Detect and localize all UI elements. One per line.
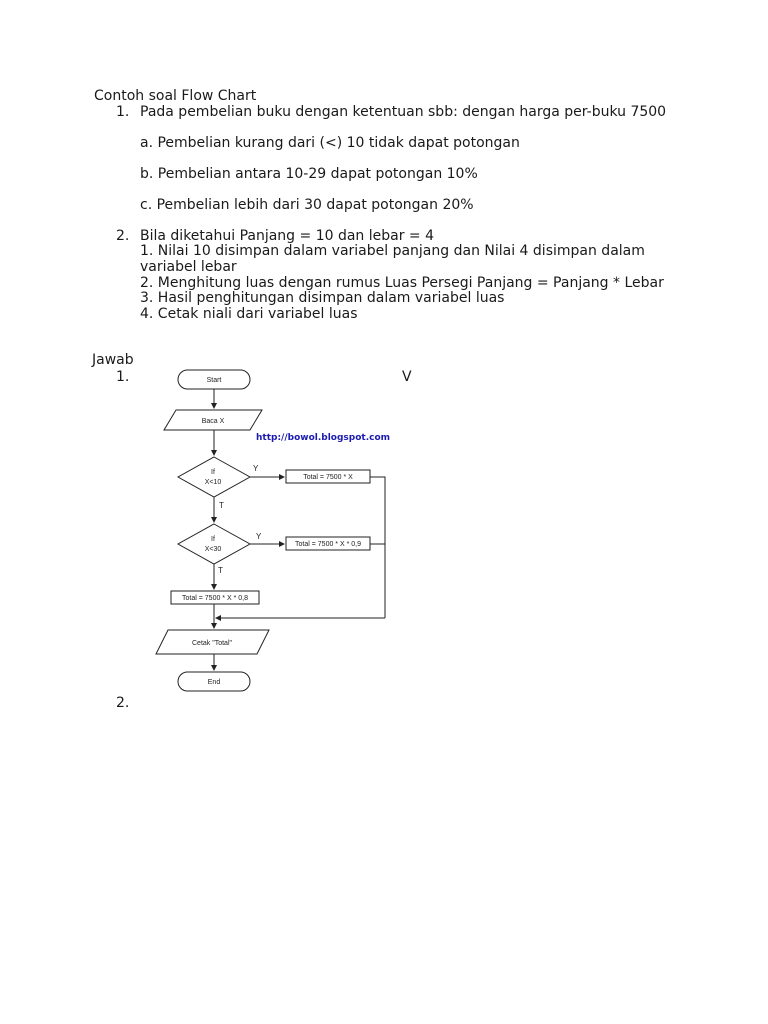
answer-heading: Jawab xyxy=(92,352,134,368)
q1-option-c: c. Pembelian lebih dari 30 dapat potongan 20% xyxy=(140,197,474,213)
output-label: Cetak "Total" xyxy=(192,640,232,647)
page-title: Contoh soal Flow Chart xyxy=(94,88,257,104)
q2-number: 2. xyxy=(116,228,130,244)
line-proc1-merge xyxy=(370,477,385,618)
q1-number: 1. xyxy=(116,104,130,120)
decision-2-diamond xyxy=(178,524,250,564)
start-label: Start xyxy=(206,377,222,384)
decision-1-yes-label: Y xyxy=(253,464,259,473)
end-label: End xyxy=(207,679,221,686)
check-mark: V xyxy=(402,369,412,385)
decision-1-no-label: T xyxy=(219,501,224,510)
process-2-label: Total = 7500 * X * 0,9 xyxy=(295,541,361,548)
q2-step-4: 4. Cetak niali dari variabel luas xyxy=(140,306,358,322)
answer-1-number: 1. xyxy=(116,369,130,385)
decision-1-label-bottom: X<10 xyxy=(204,479,222,486)
decision-2-no-label: T xyxy=(218,566,223,575)
process-3-label: Total = 7500 * X * 0,8 xyxy=(182,595,248,602)
input-label: Baca X xyxy=(201,418,225,425)
decision-2-label-top: If xyxy=(211,536,215,543)
decision-2-yes-label: Y xyxy=(256,532,262,541)
blog-url-watermark: http://bowol.blogspot.com xyxy=(256,433,391,443)
q2-step-1: 1. Nilai 10 disimpan dalam variabel panjang dan Nilai 4 disimpan dalam xyxy=(140,243,645,259)
q2-step-2: 2. Menghitung luas dengan rumus Luas Persegi Panjang = Panjang * Lebar xyxy=(140,275,664,291)
decision-1-diamond xyxy=(178,457,250,497)
q1-text: Pada pembelian buku dengan ketentuan sbb: dengan harga per-buku 7500 xyxy=(140,104,667,120)
answer-2-number: 2. xyxy=(116,695,130,711)
q1-option-a: a. Pembelian kurang dari (<) 10 tidak dapat potongan xyxy=(140,135,520,151)
q2-step-1-cont: variabel lebar xyxy=(140,259,237,275)
decision-2-label-bottom: X<30 xyxy=(204,546,222,553)
decision-1-label-top: If xyxy=(211,469,215,476)
process-1-label: Total = 7500 * X xyxy=(303,474,353,481)
q2-step-3: 3. Hasil penghitungan disimpan dalam variabel luas xyxy=(140,290,505,306)
q1-option-b: b. Pembelian antara 10-29 dapat potongan 10% xyxy=(140,166,478,182)
q2-text: Bila diketahui Panjang = 10 dan lebar = 4 xyxy=(140,228,435,244)
